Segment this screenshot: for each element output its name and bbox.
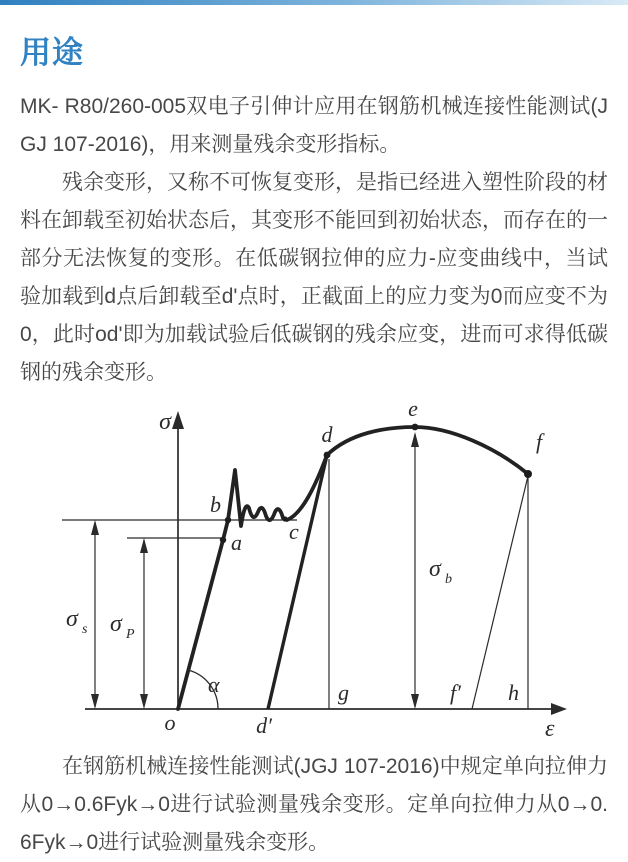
point-b-label: b [210, 492, 221, 517]
point-d-label: d [321, 422, 333, 447]
stress-strain-curve [178, 427, 528, 709]
stress-strain-curve-svg [50, 402, 602, 744]
point-c-label: c [289, 519, 299, 544]
article-body [0, 88, 628, 862]
curve-point-dots [220, 424, 532, 544]
paragraph-residual-deformation: 残余变形，又称不可恢复变形，是指已经进入塑性阶段的材料在卸载至初始状态后，其变形不能回到初始状态，而存在的一部分无法恢复的变形。在低碳钢拉伸的应力-应变曲线中，当试验加载到d点后卸载至d'点时，正截面上的应力变为0而应变不为0，此时od'即为加载试验后低碳钢的残余应变，进而可求得低碳钢的残余变形。 [20, 171, 608, 384]
alpha-angle-label: α [208, 672, 220, 697]
epsilon-axis-arrowhead [551, 703, 567, 715]
dimension-lines [95, 434, 415, 707]
point-e-label: e [408, 402, 418, 421]
top-accent-bar [0, 0, 628, 5]
page-title: 用途 [20, 35, 84, 70]
sigma-b-label [429, 556, 452, 587]
sigma-s-label [66, 606, 88, 637]
stress-strain-diagram [50, 402, 602, 744]
svg-text:s: s [82, 622, 88, 637]
point-f-prime-label: f′ [450, 680, 461, 705]
svg-text:P: P [126, 627, 135, 642]
sigma-axis-arrowhead [172, 411, 184, 429]
svg-text:σ: σ [110, 611, 122, 637]
point-h-label: h [508, 680, 519, 705]
point-d-prime-label: d′ [256, 713, 272, 738]
point-g-label: g [338, 680, 349, 705]
sigma-axis-label: σ [159, 409, 171, 435]
point-a-label: a [231, 530, 242, 555]
drop-lines [329, 459, 528, 709]
paragraph-test-standard: 在钢筋机械连接性能测试(JGJ 107-2016)中规定单向拉伸力从0→0.6Fyk→0进行试验测量残余变形。定单向拉伸力从0→0.6Fyk→0进行试验测量残余变形。 [20, 755, 608, 854]
point-f-label: f [536, 429, 543, 454]
epsilon-axis-label: ε [545, 716, 555, 742]
unloading-line [268, 455, 327, 709]
paragraph-intro: MK- R80/260-005双电子引伸计应用在钢筋机械连接性能测试(JGJ 107-2016)，用来测量残余变形指标。 [20, 95, 608, 156]
point-o-label: o [164, 710, 176, 735]
dimension-arrowheads [91, 432, 419, 709]
f-to-f-prime-line [472, 476, 528, 709]
svg-text:σ: σ [66, 606, 78, 632]
svg-text:b: b [445, 572, 452, 587]
svg-text:σ: σ [429, 556, 441, 582]
sigma-p-label [110, 611, 135, 642]
